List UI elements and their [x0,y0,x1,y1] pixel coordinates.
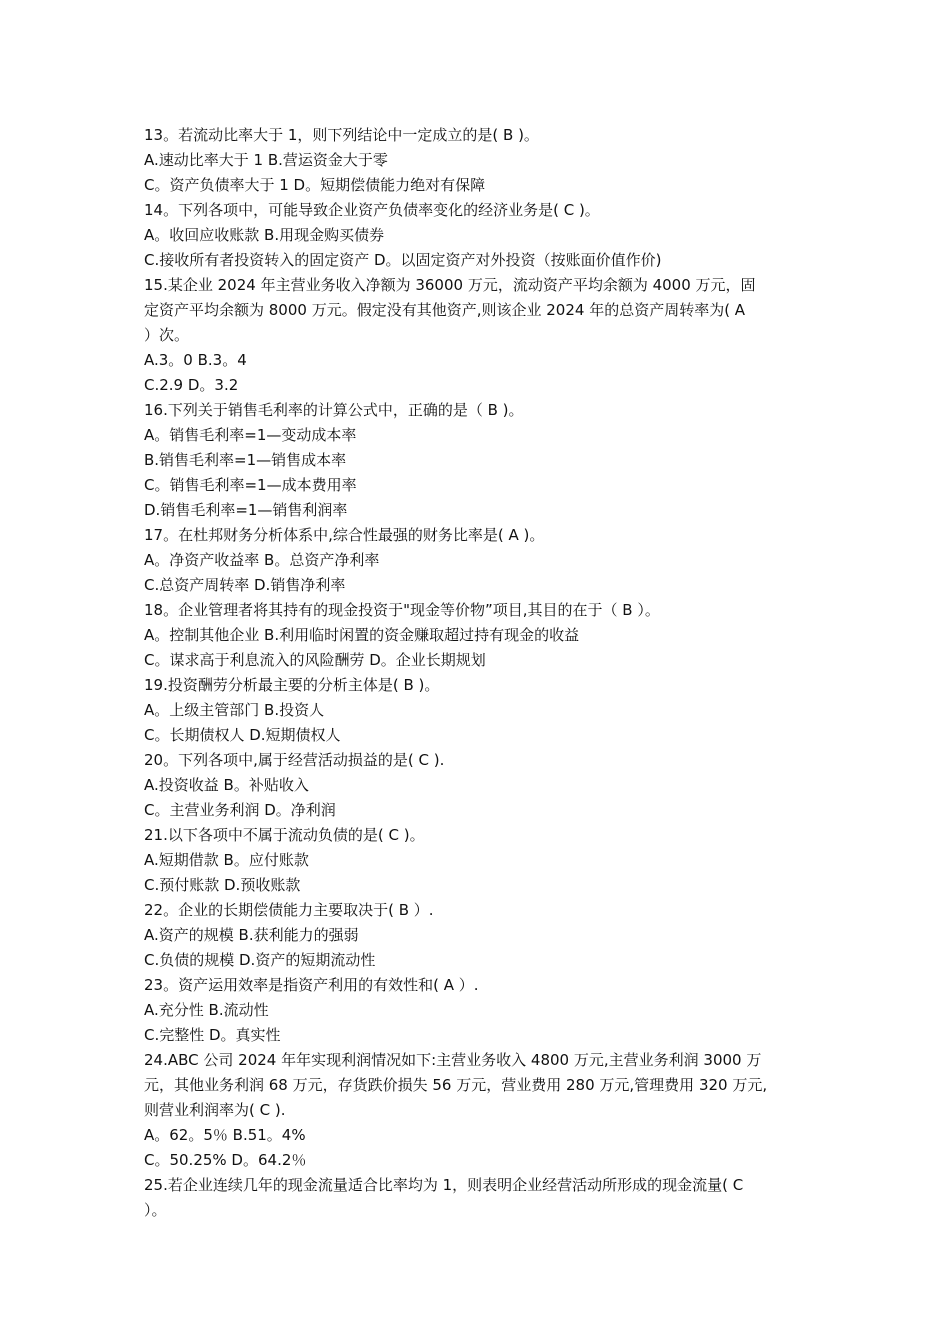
text-line: A.资产的规模 B.获利能力的强弱 [144,926,359,944]
text-line: A。收回应收账款 B.用现金购买债券 [144,226,385,244]
text-line: 18。企业管理者将其持有的现金投资于"现金等价物”项目,其目的在于（ B ）。 [144,601,660,619]
text-line: C。长期债权人 D.短期债权人 [144,726,341,744]
text-line: ）次。 [144,326,190,344]
text-line: 23。资产运用效率是指资产利用的有效性和( A ）. [144,976,479,994]
text-line: C。资产负债率大于 1 D。短期偿债能力绝对有保障 [144,176,486,194]
text-line: D.销售毛利率=1—销售利润率 [144,501,348,519]
text-line: C.接收所有者投资转入的固定资产 D。以固定资产对外投资（按账面价值作价) [144,251,662,269]
text-line: A。上级主管部门 B.投资人 [144,701,325,719]
question-text-block [144,123,814,1223]
text-line: C.总资产周转率 D.销售净利率 [144,576,346,594]
text-line: ）。 [144,1201,167,1219]
text-line: 25.若企业连续几年的现金流量适合比率均为 1，则表明企业经营活动所形成的现金流量( C [144,1176,744,1194]
text-line: 15.某企业 2024 年主营业务收入净额为 36000 万元，流动资产平均余额为 4000 万元，固 [144,276,756,294]
text-line: 22。企业的长期偿债能力主要取决于( B ）. [144,901,434,919]
text-line: 则营业利润率为( C ). [144,1101,286,1119]
text-line: A.速动比率大于 1 B.营运资金大于零 [144,151,388,169]
text-line: C.负债的规模 D.资产的短期流动性 [144,951,376,969]
text-line: C。50.25% D。64.2％ [144,1151,307,1169]
text-line: A.投资收益 B。补贴收入 [144,776,309,794]
text-line: A。62。5％ B.51。4% [144,1126,306,1144]
text-line: B.销售毛利率=1—销售成本率 [144,451,347,469]
text-line: 定资产平均余额为 8000 万元。假定没有其他资产,则该企业 2024 年的总资产周转率为( A [144,301,746,319]
text-line: A.充分性 B.流动性 [144,1001,269,1019]
text-line: C.完整性 D。真实性 [144,1026,281,1044]
text-line: A.短期借款 B。应付账款 [144,851,309,869]
text-line: 14。下列各项中，可能导致企业资产负债率变化的经济业务是( C )。 [144,201,600,219]
text-line: 20。下列各项中,属于经营活动损益的是( C ). [144,751,445,769]
text-line: 元，其他业务利润 68 万元，存货跌价损失 56 万元，营业费用 280 万元,管理费用 320 万元, [144,1076,768,1094]
text-line: 17。在杜邦财务分析体系中,综合性最强的财务比率是( A )。 [144,526,545,544]
text-line: C。主营业务利润 D。净利润 [144,801,336,819]
text-line: C。谋求高于利息流入的风险酬劳 D。企业长期规划 [144,651,486,669]
text-line: A.3。0 B.3。4 [144,351,247,369]
text-line: 19.投资酬劳分析最主要的分析主体是( B )。 [144,676,440,694]
text-line: A。净资产收益率 B。总资产净利率 [144,551,380,569]
text-line: 24.ABC 公司 2024 年年实现利润情况如下:主营业务收入 4800 万元,主营业务利润 3000 万 [144,1051,762,1069]
text-line: C.2.9 D。3.2 [144,376,239,394]
text-line: A。控制其他企业 B.利用临时闲置的资金赚取超过持有现金的收益 [144,626,580,644]
text-line: 21.以下各项中不属于流动负债的是( C )。 [144,826,425,844]
text-line: 16.下列关于销售毛利率的计算公式中，正确的是（ B )。 [144,401,524,419]
text-line: 13。若流动比率大于 1，则下列结论中一定成立的是( B )。 [144,126,539,144]
text-line: C.预付账款 D.预收账款 [144,876,301,894]
text-line: A。销售毛利率=1—变动成本率 [144,426,357,444]
text-line: C。销售毛利率=1—成本费用率 [144,476,357,494]
